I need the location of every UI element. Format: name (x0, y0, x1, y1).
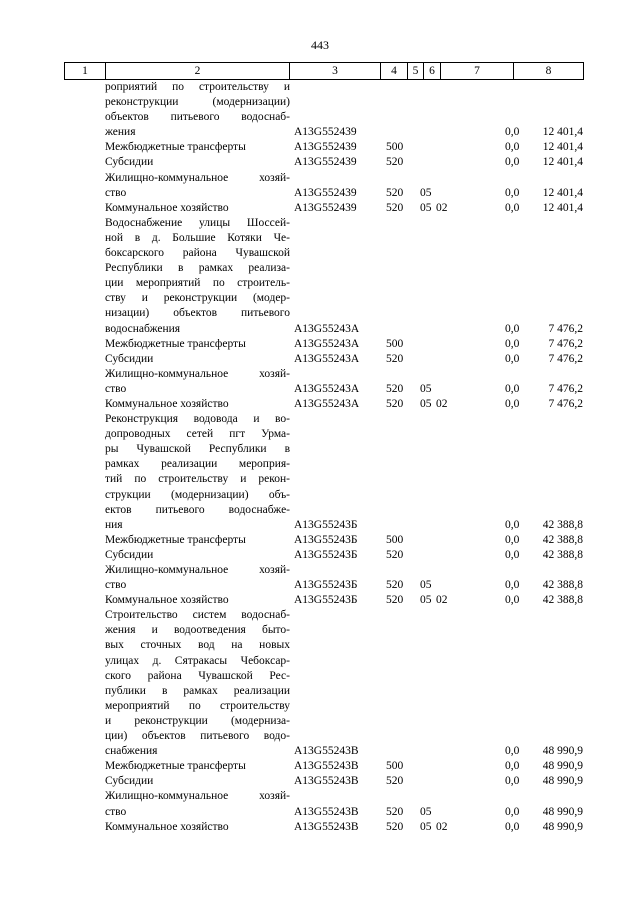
expense-type: 500 (386, 337, 404, 350)
row-name (64, 201, 290, 216)
subsection-code: 02 (436, 820, 448, 833)
row-name (64, 337, 290, 352)
target-code: А13G55243В (294, 775, 359, 788)
column-header-2: 2 (106, 63, 290, 80)
amount-col-7: 0,0 (505, 352, 520, 365)
row-name (64, 548, 290, 563)
amount-col-7: 0,0 (505, 760, 520, 773)
row-name (64, 216, 290, 337)
row-name-line: Межбюджетные трансферты (105, 337, 246, 350)
section-code: 05 (420, 805, 432, 818)
subsection-code: 02 (436, 397, 448, 410)
row-name-line: жения и водоотведения быто- (105, 624, 290, 637)
row-name-line: ектов питьевого водоснабже- (105, 503, 290, 516)
amount-col-7: 0,0 (505, 201, 520, 214)
row-name-line: Коммунальное хозяйство (105, 201, 229, 214)
amount-col-8: 42 388,8 (542, 579, 583, 592)
expense-type: 520 (386, 548, 404, 561)
row-name (64, 563, 290, 593)
column-header-6: 6 (424, 63, 441, 80)
row-name-line: ции мероприятий по строитель- (105, 277, 290, 290)
target-code: А13G55243Б (294, 594, 358, 607)
row-name-line: Жилищно-коммунальное хозяй- (105, 790, 290, 803)
column-header-row (65, 63, 584, 80)
row-name-line: Коммунальное хозяйство (105, 820, 229, 833)
row-name-line: публики в рамках реализации (105, 684, 290, 697)
row-name (64, 352, 290, 367)
expense-type: 520 (386, 805, 404, 818)
amount-col-8: 42 388,8 (542, 518, 583, 531)
section-code: 05 (420, 579, 432, 592)
table-row (64, 548, 583, 563)
row-name-line: Жилищно-коммунальное хозяй- (105, 171, 290, 184)
table-row (64, 201, 583, 216)
amount-col-7: 0,0 (505, 775, 520, 788)
target-code: А13G552439 (294, 141, 357, 154)
row-name-line: и реконструкции (модерниза- (105, 714, 290, 727)
target-code: А13G55243А (294, 337, 360, 350)
expense-type: 500 (386, 533, 404, 546)
row-name-line: Республики в рамках реализа- (105, 262, 290, 275)
row-name-line: ство (105, 382, 127, 395)
row-name-line: ского района Чувашской Рес- (105, 669, 290, 682)
amount-col-7: 0,0 (505, 382, 520, 395)
row-name-line: ство (105, 805, 127, 818)
amount-col-7: 0,0 (505, 579, 520, 592)
target-code: А13G55243А (294, 382, 360, 395)
column-header-4: 4 (381, 63, 408, 80)
row-name-line: улицах д. Сятракасы Чебоксар- (105, 654, 290, 667)
amount-col-8: 12 401,4 (542, 186, 583, 199)
expense-type: 520 (386, 382, 404, 395)
row-name-line: Межбюджетные трансферты (105, 141, 246, 154)
table-row (64, 216, 583, 337)
amount-col-8: 42 388,8 (542, 533, 583, 546)
row-name (64, 367, 290, 397)
section-code: 05 (420, 820, 432, 833)
section-code: 05 (420, 382, 432, 395)
amount-col-8: 7 476,2 (548, 397, 583, 410)
row-name-line: ной в д. Большие Котяки Че- (105, 231, 290, 244)
row-name-line: водоснабжения (105, 322, 181, 335)
row-name-line: Строительство систем водоснаб- (105, 609, 290, 622)
row-name-line: Субсидии (105, 548, 154, 561)
target-code: А13G55243Б (294, 579, 358, 592)
table-row (64, 608, 583, 759)
row-name-line: ции) объектов питьевого водо- (105, 730, 290, 743)
table-row (64, 593, 583, 608)
section-code: 05 (420, 186, 432, 199)
target-code: А13G552439 (294, 201, 357, 214)
subsection-code: 02 (436, 201, 448, 214)
target-code: А13G55243В (294, 745, 359, 758)
table-row (64, 789, 583, 819)
amount-col-8: 48 990,9 (542, 775, 583, 788)
target-code: А13G55243Б (294, 548, 358, 561)
amount-col-7: 0,0 (505, 533, 520, 546)
section-code: 05 (420, 594, 432, 607)
row-name-line: ство (105, 579, 127, 592)
row-name-line: тий по строительству и рекон- (105, 473, 290, 486)
table-row (64, 80, 583, 140)
amount-col-7: 0,0 (505, 820, 520, 833)
row-name-line: вых сточных вод на новых (105, 639, 290, 652)
target-code: А13G55243Б (294, 518, 358, 531)
amount-col-8: 48 990,9 (542, 745, 583, 758)
expense-type: 500 (386, 141, 404, 154)
table-row (64, 759, 583, 774)
table-row (64, 563, 583, 593)
row-name (64, 608, 290, 759)
target-code: А13G55243А (294, 352, 360, 365)
amount-col-7: 0,0 (505, 156, 520, 169)
target-code: А13G552439 (294, 126, 357, 139)
amount-col-8: 48 990,9 (542, 805, 583, 818)
amount-col-8: 7 476,2 (548, 337, 583, 350)
row-name (64, 593, 290, 608)
row-name (64, 533, 290, 548)
target-code: А13G55243А (294, 322, 360, 335)
row-name-line: боксарского района Чувашской (105, 247, 290, 260)
amount-col-7: 0,0 (505, 141, 520, 154)
amount-col-7: 0,0 (505, 337, 520, 350)
row-name-line: Субсидии (105, 352, 154, 365)
expense-type: 520 (386, 201, 404, 214)
table-row (64, 337, 583, 352)
amount-col-8: 7 476,2 (548, 382, 583, 395)
table-row (64, 774, 583, 789)
row-name (64, 155, 290, 170)
row-name-line: низации) объектов питьевого (105, 307, 290, 320)
row-name (64, 397, 290, 412)
column-header-5: 5 (408, 63, 424, 80)
amount-col-8: 48 990,9 (542, 760, 583, 773)
table-row (64, 533, 583, 548)
table-row (64, 397, 583, 412)
row-name-line: струкции (модернизации) объ- (105, 488, 290, 501)
expense-type: 520 (386, 820, 404, 833)
amount-col-8: 48 990,9 (542, 820, 583, 833)
expense-type: 520 (386, 186, 404, 199)
row-name (64, 759, 290, 774)
table-row (64, 352, 583, 367)
amount-col-7: 0,0 (505, 548, 520, 561)
row-name-line: Субсидии (105, 156, 154, 169)
amount-col-7: 0,0 (505, 594, 520, 607)
row-name-line: ры Чувашской Республики в (105, 443, 290, 456)
table-row (64, 155, 583, 170)
row-name-line: Жилищно-коммунальное хозяй- (105, 367, 290, 380)
expense-type: 500 (386, 760, 404, 773)
row-name (64, 412, 290, 533)
subsection-code: 02 (436, 594, 448, 607)
amount-col-7: 0,0 (505, 397, 520, 410)
target-code: А13G55243В (294, 805, 359, 818)
amount-col-8: 42 388,8 (542, 594, 583, 607)
expense-type: 520 (386, 397, 404, 410)
row-name-line: Реконструкция водовода и во- (105, 413, 290, 426)
row-name-line: ству и реконструкции (модер- (105, 292, 290, 305)
amount-col-8: 12 401,4 (542, 126, 583, 139)
row-name-line: Межбюджетные трансферты (105, 533, 246, 546)
amount-col-7: 0,0 (505, 322, 520, 335)
row-name (64, 820, 290, 835)
expense-type: 520 (386, 156, 404, 169)
expense-type: 520 (386, 775, 404, 788)
row-name (64, 789, 290, 819)
page-number: 443 (311, 38, 329, 52)
table-row (64, 367, 583, 397)
column-header-3: 3 (290, 63, 381, 80)
table-body (64, 80, 583, 835)
target-code: А13G552439 (294, 156, 357, 169)
amount-col-8: 12 401,4 (542, 141, 583, 154)
section-code: 05 (420, 397, 432, 410)
column-header-table (64, 62, 584, 80)
section-code: 05 (420, 201, 432, 214)
row-name-line: роприятий по строительству и (105, 81, 290, 93)
row-name-line: Коммунальное хозяйство (105, 397, 229, 410)
row-name-line: Межбюджетные трансферты (105, 760, 246, 773)
row-name-line: ния (105, 518, 123, 531)
row-name (64, 140, 290, 155)
amount-col-8: 12 401,4 (542, 156, 583, 169)
row-name-line: Коммунальное хозяйство (105, 594, 229, 607)
expense-type: 520 (386, 352, 404, 365)
row-name-line: мероприятий по строительству (105, 699, 290, 712)
row-name-line: снабжения (105, 745, 158, 758)
row-name-line: допроводных сетей пгт Урма- (105, 428, 290, 441)
row-name-line: реконструкции (модернизации) (105, 96, 290, 109)
expense-type: 520 (386, 594, 404, 607)
amount-col-8: 7 476,2 (548, 322, 583, 335)
row-name (64, 80, 290, 140)
row-name (64, 774, 290, 789)
column-header-8: 8 (514, 63, 584, 80)
column-header-7: 7 (441, 63, 514, 80)
row-name-line: Водоснабжение улицы Шоссей- (105, 216, 290, 229)
amount-col-7: 0,0 (505, 518, 520, 531)
table-row (64, 140, 583, 155)
row-name-line: Жилищно-коммунальное хозяй- (105, 564, 290, 576)
amount-col-7: 0,0 (505, 805, 520, 818)
target-code: А13G55243А (294, 397, 360, 410)
amount-col-7: 0,0 (505, 186, 520, 199)
amount-col-8: 42 388,8 (542, 548, 583, 561)
row-name-line: объектов питьевого водоснаб- (105, 111, 290, 124)
table-row (64, 171, 583, 201)
amount-col-7: 0,0 (505, 126, 520, 139)
target-code: А13G55243В (294, 760, 359, 773)
row-name-line: жения (105, 126, 136, 139)
row-name-line: рамках реализации мероприя- (105, 458, 290, 471)
expense-type: 520 (386, 579, 404, 592)
table-row (64, 412, 583, 533)
target-code: А13G552439 (294, 186, 357, 199)
amount-col-8: 12 401,4 (542, 201, 583, 214)
table-row (64, 820, 583, 835)
target-code: А13G55243В (294, 820, 359, 833)
target-code: А13G55243Б (294, 533, 358, 546)
amount-col-8: 7 476,2 (548, 352, 583, 365)
row-name-line: Субсидии (105, 775, 154, 788)
amount-col-7: 0,0 (505, 745, 520, 758)
row-name-line: ство (105, 186, 127, 199)
row-name (64, 171, 290, 201)
column-header-1: 1 (65, 63, 106, 80)
